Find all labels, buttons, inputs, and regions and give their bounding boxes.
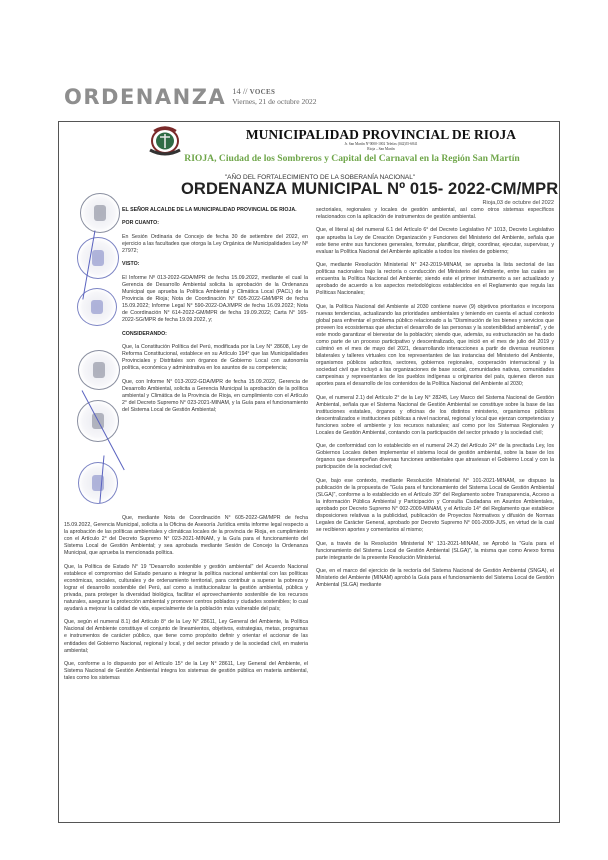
paragraph: Que, bajo ese contexto, mediante Resolución Ministerial N° 101-2021-MINAM, se dispuso la publicación de la propuesta de "Guía para el funcionamiento del Sistema Local de Gestión Ambiental (SLGA)", conforme a lo establecido en el Artículo 39° del Reglamento sobre Transparencia, Acceso a la información Pública Ambiental y Participación y Consulta Ciudadana en Asuntos Ambientales, aprobado por Decreto Supremo N° 002-2009-MINAM, y el Artículo 14° del Reglamento que establece disposiciones relativas a la publicidad, publicación de Proyectos Normativos y difusión de Normas Legales de Carácter General, aprobado por Decreto Supremo N° 001-2009-JUS, en virtud de la cual se recibieron aportes y comentarios al mismo; bbox=[316, 477, 554, 534]
paragraph: Que, la Política de Estado N° 19 "Desarrollo sostenible y gestión ambiental" del Acuerdo Nacional establece el compromiso del Estado peruano a integrar la política nacional ambiental con las políticas económicas, sociales, culturales y de ordenamiento territorial, para contribuir a superar la pobreza y lograr el desarrollo sostenible del Perú, así como a institucionalizar la gestión ambiental, pública y privada, para proteger la diversidad biológica, facilitar el aprovechamiento sostenible de los recursos naturales, asegurar la protección ambiental y promover centros poblados y ciudades sostenibles; lo cual ayudará a mejorar la calidad de vida, especialmente de la población más vulnerable del país; bbox=[64, 563, 308, 612]
visto-heading: VISTO: bbox=[122, 261, 140, 268]
paragraph: Que, con Informe N° 013-2022-GDA/MPR de fecha 15.09.2022, Gerencia de Desarrollo Ambiental, solicita a Gerencia Municipal la aprobación de la política ambiental y Climática de la Provincia de Rioja, en cumplimiento con el Artículo 2° del Decreto Supremo N° 023-2021-MINAM, y la Guía para el funcionamiento del Sistema Local de Gestión Ambiental; bbox=[122, 378, 308, 413]
paragraph: Que, la Política Nacional del Ambiente al 2030 contiene nueve (9) objetivos prioritarios e incorpora nuevas tendencias, actualizando las prioridades ambientales y teniendo en cuenta el actual contexto global para enfrentar el problema público relacionado a la "Disminución de los bienes y servicios que proveen los ecosistemas que afectan el desarrollo de las personas y la sostenibilidad ambiental", y de este modo garantizar el bienestar de la población; siendo que, además, su estructuración se ha dado como parte de un proceso participativo y descentralizado, que inició en el mes de julio del 2019 y culminó en el mes de mayo del 2021, desarrollando interacciones a partir de diversas reuniones bilaterales y talleres virtuales con los representantes de las instancias del Ministerio del Ambiente, organismos públicos adscritos, sectores, gobiernos regionales, cooperación internacional y la sociedad civil que incluyó a las organizaciones de base social, comunidades nativas, comunidades campesinas y representantes de los pueblos indígenas u originarios del país, quienes dieron sus aportes para el desarrollo de los contenidos de la Política Nacional del Ambiente al 2030; bbox=[316, 303, 554, 388]
address-line: Jr. San Martín N°0000-1002 Telefax (042)55-6841 bbox=[344, 142, 418, 146]
paragraph: Que, según el numeral 8.1) del Artículo 8° de la Ley N° 28611, Ley General del Ambiente, la Política Nacional del Ambiente constituye el conjunto de lineamientos, objetivos, estrategias, metas, programas e instrumentos de carácter público, que tiene como propósito definir y orientar el accionar de las entidades del Gobierno Nacional, regional y local, y del sector privado y de la sociedad civil, en materia ambiental; bbox=[64, 619, 308, 654]
seal-stamp-icon bbox=[80, 193, 120, 233]
body-left-wide-column bbox=[64, 515, 308, 689]
paragraph: Que, en el marco del ejercicio de la rectoría del Sistema Nacional de Gestión Ambiental (SNGA), el Ministerio del Ambiente (MINAM) aprobó la Guía para el funcionamiento del Sistema Local de Gestión Ambiental (SLGA) mediante bbox=[316, 568, 554, 589]
paragraph: El Informe Nº 013-2022-GDA/MPR de fecha 15.09.2022, mediante el cual la Gerencia de Desarrollo Ambiental solicita la aprobación de la Ordenanza Municipal que aprueba la Política Ambiental y Climática Local (PACL) de la Provincia de Rioja; Nota de Coordinación N° 605-2022-GM/MPR de fecha 15.09.2022; Informe Legal N° 590-2022-OAJ/MPR de fecha 16.09.2022; Nota de Coordinación N° 614-2022-GM/MPR de fecha 19.09.2022; Carta N° 165-2022-SG/MPR de fecha 19.09.2022, y; bbox=[122, 274, 308, 324]
ordinance-title: ORDENANZA MUNICIPAL Nº 015- 2022-CM/MPR bbox=[181, 180, 559, 198]
por-cuanto-heading: POR CUANTO: bbox=[122, 220, 159, 227]
seal-stamp-icon bbox=[78, 462, 118, 504]
paragraph: Que, conforme a lo dispuesto por el Artículo 15° de la Ley N° 28611, Ley General del Ambiente, el Sistema Nacional de Gestión Ambiental integra los sistemas de gestión pública en materia ambiental, tales como los sistemas bbox=[64, 661, 308, 682]
paragraph: Que, mediante Resolución Ministerial N° 242-2019-MINAM, se aprueba la lista sectorial de las políticas nacionales bajo la rectoría o conducción del Ministerio del Ambiente, entre las cuales se encuentra la Política Nacional del Ambiente; siendo este el primer instrumento a ser actualizado y aprobado de acuerdo a los aspectos metodológicos establecidos en el Reglamento que regula las Políticas Nacionales; bbox=[316, 262, 554, 297]
paragraph: Que, el literal a) del numeral 6.1 del Artículo 6° del Decreto Legislativo N° 1013, Decreto Legislativo que aprueba la Ley de Creación Organización y Funciones del Ministerio del Ambiente, señala que este tiene entre sus funciones generales, formular, planificar, dirigir, coordinar, ejecutar, supervisar, y evaluar la Política Nacional del Ambiente aplicable a todos los niveles de gobierno; bbox=[316, 227, 554, 255]
municipality-name: MUNICIPALIDAD PROVINCIAL DE RIOJA bbox=[245, 127, 517, 142]
page-number-line bbox=[232, 87, 316, 97]
considerando-heading: CONSIDERANDO: bbox=[122, 330, 167, 337]
paragraph: Que, mediante Nota de Coordinación N° 605-2022-GM/MPR de fecha 15.09.2022, Gerencia Municipal, solicita a la Oficina de Asesoría Jurídica emita informe legal respecto a la aprobación de las políticas ambientales y climáticas locales de la provincia de Rioja, en cumplimiento con el Artículo 2° del Decreto Supremo N° 023-2021-MINAM, y la Guía para el funcionamiento del Sistema Local de Gestión Ambiental; y sea aprobada mediante Sesión de Concejo la Ordenanza Municipal, que aprueba la mencionada política. bbox=[64, 515, 308, 557]
year-motto: "AÑO DEL FORTALECIMIENTO DE LA SOBERANÍA NACIONAL" bbox=[224, 174, 416, 181]
paragraph: Que, a través de la Resolución Ministerial N° 131-2021-MINAM, se Aprobó la "Guía para el funcionamiento del Sistema Local de Gestión Ambiental (SLGA)", la misma que como Anexo forma parte integrante de la presente Resolución Ministerial. bbox=[316, 540, 554, 561]
seal-stamp-icon bbox=[77, 237, 119, 279]
paragraph: sectoriales, regionales y locales de gestión ambiental, así como otros sistemas específicos relacionados con la aplicación de instrumentos de gestión ambiental. bbox=[316, 207, 554, 221]
paragraph: Que, de conformidad con lo establecido en el numeral 24.2) del Artículo 24° de la precitada Ley, los Gobiernos Locales deben implementar el sistema local de gestión ambiental, sobre la base de los órganos que desempeñan diversas funciones ambientales que atraviesan el Gobierno Local y con la participación de la sociedad civil; bbox=[316, 443, 554, 471]
address-city: Rioja – San Martín bbox=[367, 147, 395, 151]
publication-name: VOCES bbox=[249, 88, 276, 96]
masthead-meta bbox=[232, 87, 316, 108]
paragraph: En Sesión Ordinaria de Concejo de fecha 30 de setiembre del 2022, en ejercicio a las facultades que otorga la Ley Orgánica de Municipalidades Ley Nº 27972; bbox=[122, 233, 308, 254]
separator: // bbox=[242, 86, 248, 96]
masthead bbox=[64, 82, 317, 108]
addressee-heading: EL SEÑOR ALCALDE DE LA MUNICIPALIDAD PROVINCIAL DE RIOJA. bbox=[122, 207, 297, 213]
body-right-column bbox=[316, 207, 554, 596]
paragraph: Que, la Constitución Política del Perú, modificada por la Ley N° 28608, Ley de Reforma Constitucional, establece en su Artículo 194° que las Municipalidades Provinciales y Distritales son órganos de Gobierno Local con autonomía política, económica y administrativa en los asuntos de su competencia; bbox=[122, 344, 308, 372]
publication-date: Viernes, 21 de octubre 2022 bbox=[232, 97, 317, 106]
section-title: ORDENANZA bbox=[64, 85, 227, 109]
city-slogan: RIOJA, Ciudad de los Sombreros y Capital del Carnaval en la Región San Martín bbox=[184, 153, 520, 164]
body-left-column bbox=[122, 207, 308, 420]
letterhead bbox=[184, 127, 544, 165]
place-date: Rioja,03 de octubre del 2022 bbox=[482, 200, 554, 206]
page-number: 14 bbox=[232, 86, 241, 96]
paragraph: Que, el numeral 2.1) del Artículo 2° de la Ley N° 28245, Ley Marco del Sistema Nacional de Gestión Ambiental, señala que el Sistema Nacional de Gestión Ambiental se constituye sobre la base de las instituciones estatales, órganos y oficinas de los distintos ministerio, organismos públicos descentralizados e instituciones públicas a nivel nacional, regional y local que ejerzan competencias y funciones sobre el ambiente y los recursos naturales; así como por los Sistemas Regionales y Locales de Gestión Ambiental, contando con la participación del sector privado y la sociedad civil; bbox=[316, 394, 554, 436]
seal-stamp-icon bbox=[78, 350, 120, 390]
